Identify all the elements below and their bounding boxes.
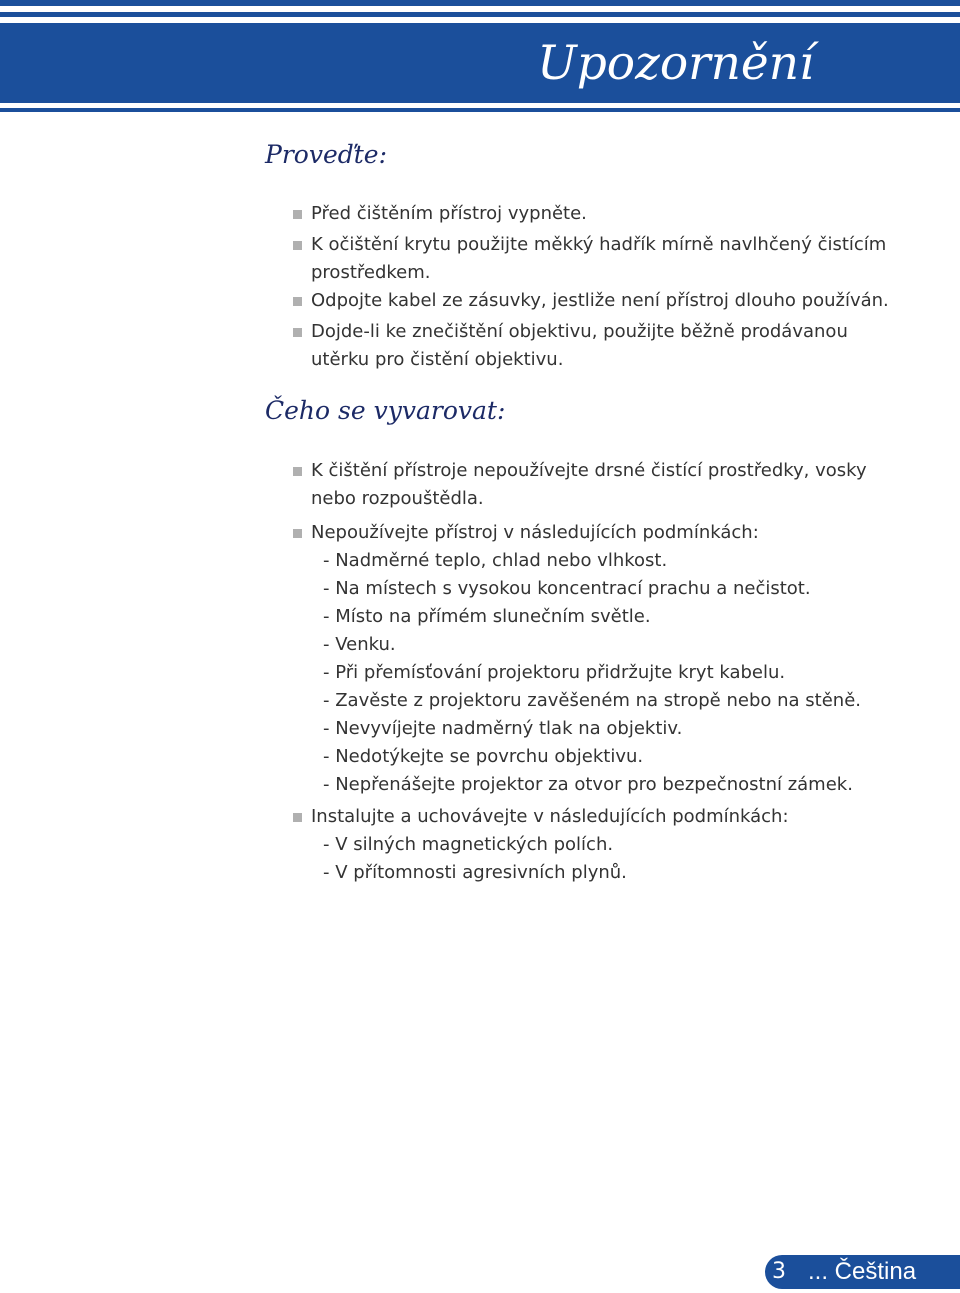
page-number: 3 [772, 1259, 786, 1284]
do-item-text: K očištění krytu použijte měkký hadřík mírně navlhčený čistícím prostředkem. [311, 234, 887, 283]
avoid-list-item [311, 803, 911, 887]
header-second-stripe [0, 12, 960, 17]
header-bottom-stripe [0, 108, 960, 112]
do-list-item [311, 318, 911, 374]
square-bullet-icon [293, 467, 302, 476]
avoid-sub-item: - Nedotýkejte se povrchu objektivu. [323, 746, 644, 767]
do-list-item [311, 287, 911, 315]
avoid-item-text: K čištění přístroje nepoužívejte drsné čistící prostředky, vosky nebo rozpouštědla. [311, 460, 867, 509]
square-bullet-icon [293, 297, 302, 306]
do-list-item [311, 200, 911, 228]
square-bullet-icon [293, 241, 302, 250]
avoid-list-item [311, 519, 911, 799]
avoid-list-item [311, 457, 911, 513]
do-section-heading: Proveďte: [265, 140, 388, 169]
avoid-sub-item: - Nadměrné teplo, chlad nebo vlhkost. [323, 550, 668, 571]
avoid-sub-item: - Nevyvíjejte nadměrný tlak na objektiv. [323, 718, 683, 739]
square-bullet-icon [293, 210, 302, 219]
square-bullet-icon [293, 529, 302, 538]
page-title: Upozornění [537, 36, 814, 91]
header-banner [0, 23, 960, 103]
avoid-sub-item: - V přítomnosti agresivních plynů. [323, 862, 627, 883]
do-list-item [311, 231, 911, 287]
square-bullet-icon [293, 813, 302, 822]
square-bullet-icon [293, 328, 302, 337]
do-item-text: Dojde-li ke znečištění objektivu, použijte běžně prodávanou utěrku pro čistění objektivu. [311, 321, 848, 370]
avoid-sub-item: - Místo na přímém slunečním světle. [323, 606, 651, 627]
avoid-sub-item: - V silných magnetických polích. [323, 834, 614, 855]
avoid-sub-item: - Venku. [323, 634, 396, 655]
do-item-text: Před čištěním přístroj vypněte. [311, 203, 587, 224]
avoid-sub-item: - Na místech s vysokou koncentrací prachu a nečistot. [323, 578, 811, 599]
header-top-stripe [0, 0, 960, 6]
do-item-text: Odpojte kabel ze zásuvky, jestliže není přístroj dlouho používán. [311, 290, 889, 311]
avoid-sub-item: - Zavěste z projektoru zavěšeném na stropě nebo na stěně. [323, 690, 861, 711]
avoid-section-heading: Čeho se vyvarovat: [265, 396, 506, 425]
avoid-sub-item: - Nepřenášejte projektor za otvor pro bezpečnostní zámek. [323, 774, 853, 795]
avoid-item-text: Nepoužívejte přístroj v následujících podmínkách: [311, 522, 759, 543]
avoid-item-text: Instalujte a uchovávejte v následujících podmínkách: [311, 806, 789, 827]
footer-language: ... Čeština [808, 1258, 917, 1285]
avoid-sub-item: - Při přemísťování projektoru přidržujte kryt kabelu. [323, 662, 786, 683]
